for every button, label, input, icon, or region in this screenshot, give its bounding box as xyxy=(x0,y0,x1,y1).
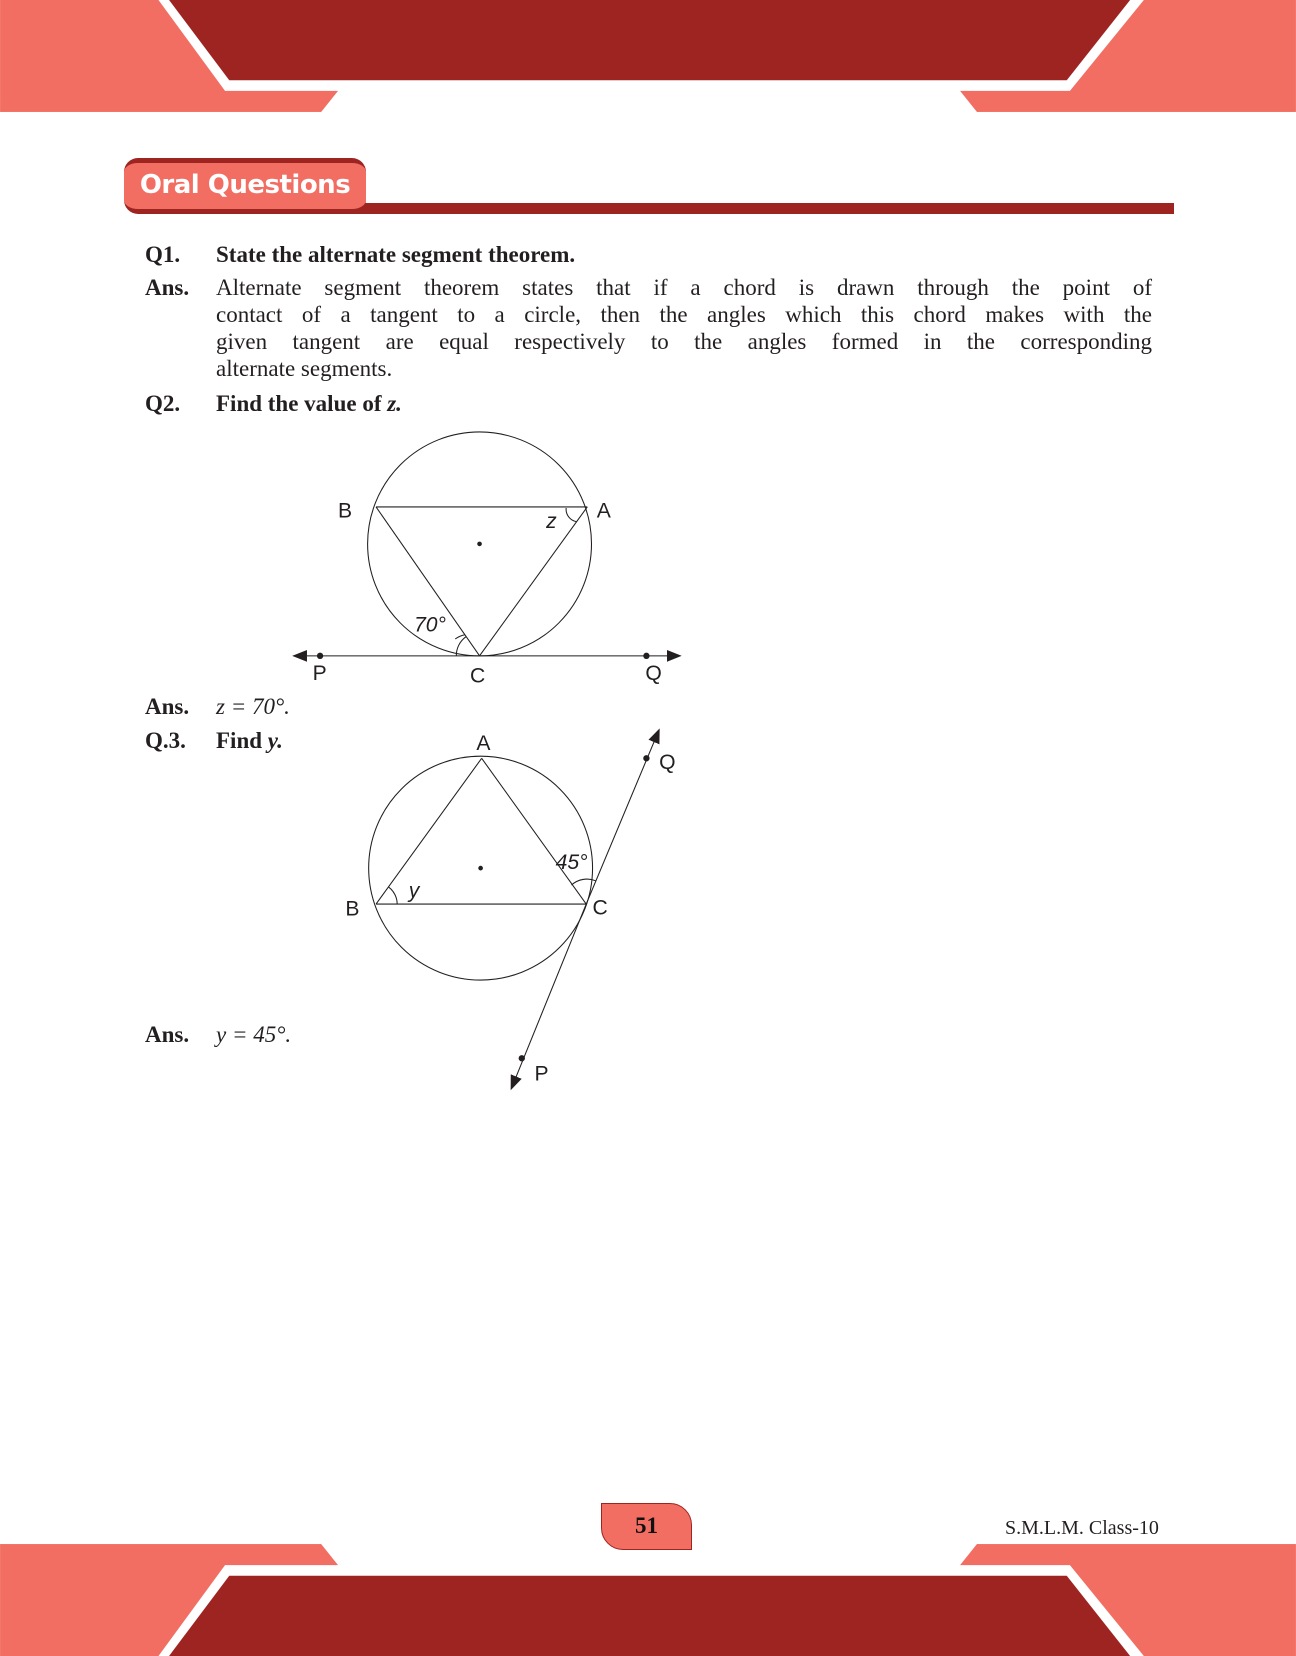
question-text: State the alternate segment theorem. xyxy=(216,242,576,267)
fig2-label-y: y xyxy=(408,879,420,903)
fig2-label-q: Q xyxy=(659,750,676,774)
fig2-label-c: C xyxy=(592,896,608,920)
question-label: Q2. xyxy=(145,391,181,416)
answer-line: alternate segments. xyxy=(216,356,393,381)
fig1-label-p: P xyxy=(312,662,327,686)
answer-text: y = 45°. xyxy=(216,1022,292,1047)
answer-label: Ans. xyxy=(145,694,190,719)
answer-line: given tangent are equal respectively to the angles formed in the corresponding xyxy=(216,329,1152,354)
fig1-angle-70: 70° xyxy=(414,613,446,637)
section-rule xyxy=(240,203,1174,214)
question-text: Find xyxy=(216,728,268,753)
question-text: Find the value of xyxy=(216,391,388,416)
page-number: 51 xyxy=(601,1503,692,1550)
fig2-label-p: P xyxy=(534,1062,549,1086)
fig2-angle-45: 45° xyxy=(555,851,588,875)
question-variable: y. xyxy=(267,728,283,753)
question-label: Q.3. xyxy=(145,728,186,753)
book-title: S.M.L.M. Class-10 xyxy=(1005,1517,1159,1539)
answer-line: Alternate segment theorem states that if a chord is drawn through the point of xyxy=(216,275,1152,300)
fig1-label-z: z xyxy=(546,510,557,534)
fig1-label-b: B xyxy=(338,499,353,523)
fig1-label-a: A xyxy=(596,499,611,523)
figure-q2 xyxy=(294,432,681,659)
header-band xyxy=(0,0,1296,112)
fig1-label-c: C xyxy=(470,664,486,688)
fig2-label-a: A xyxy=(476,731,491,755)
answer-label: Ans. xyxy=(145,1022,190,1047)
answer-label: Ans. xyxy=(145,275,190,300)
answer-line: contact of a tangent to a circle, then the angles which this chord makes with the xyxy=(216,302,1152,327)
question-variable: z. xyxy=(387,391,402,416)
footer-band xyxy=(0,1544,1296,1656)
question-label: Q1. xyxy=(145,242,181,267)
fig2-label-b: B xyxy=(345,897,360,921)
fig1-label-q: Q xyxy=(645,662,662,686)
answer-text: z = 70°. xyxy=(216,694,290,719)
section-title: Oral Questions xyxy=(124,158,366,214)
